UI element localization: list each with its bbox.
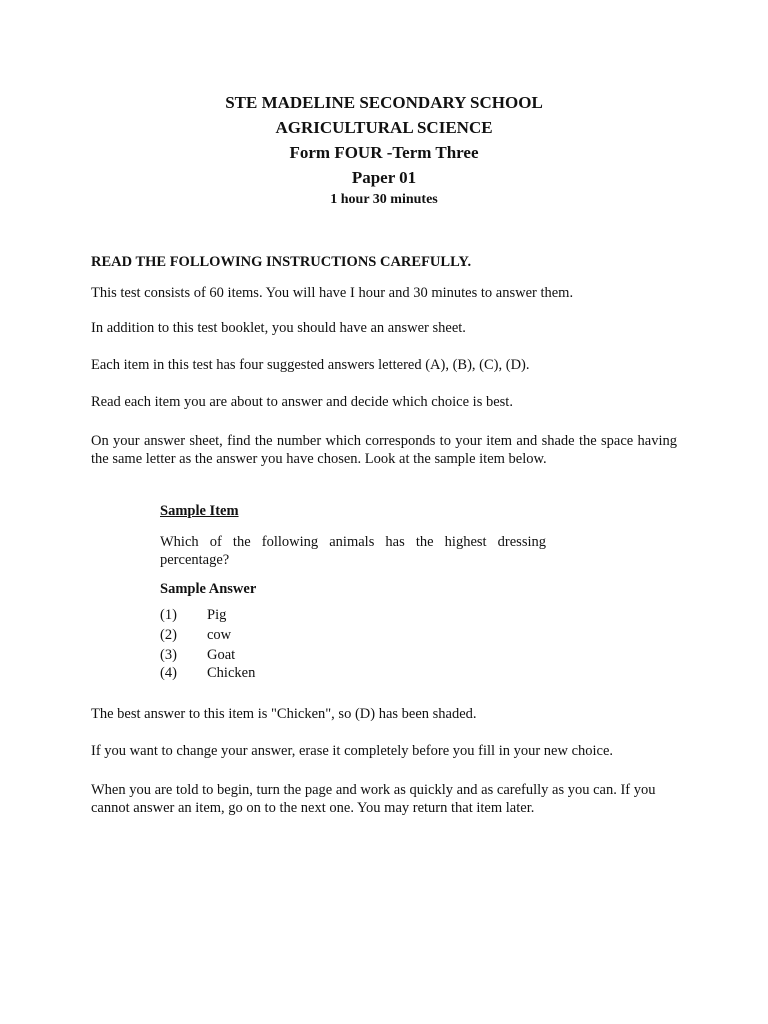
exam-duration: 1 hour 30 minutes <box>330 192 438 207</box>
option-number: (3) <box>160 647 177 663</box>
instruction-paragraph: On your answer sheet, find the number which corresponds to your item and shade the space having the same letter as the answer you have chosen. Look at the sample item below. <box>91 433 677 467</box>
instructions-heading: READ THE FOLLOWING INSTRUCTIONS CAREFULLY. <box>91 254 472 270</box>
sample-option <box>160 664 360 683</box>
school-name: STE MADELINE SECONDARY SCHOOL <box>225 93 543 112</box>
instruction-paragraph: This test consists of 60 items. You will have I hour and 30 minutes to answer them. <box>91 285 574 301</box>
instruction-paragraph: Read each item you are about to answer and decide which choice is best. <box>91 394 513 410</box>
option-text: Chicken <box>207 665 256 681</box>
option-number: (1) <box>160 607 177 623</box>
option-text: Goat <box>207 647 236 663</box>
subject-title: AGRICULTURAL SCIENCE <box>275 118 493 137</box>
sample-option <box>160 606 360 625</box>
sample-answer-heading: Sample Answer <box>160 581 257 597</box>
instruction-paragraph: Each item in this test has four suggested answers lettered (A), (B), (C), (D). <box>91 357 530 373</box>
form-term: Form FOUR -Term Three <box>289 143 479 162</box>
sample-option <box>160 626 360 645</box>
paper-number: Paper 01 <box>351 168 417 187</box>
instruction-paragraph: In addition to this test booklet, you should have an answer sheet. <box>91 320 466 336</box>
sample-option <box>160 646 360 665</box>
option-number: (2) <box>160 627 177 643</box>
closing-paragraph: When you are told to begin, turn the page and work as quickly and as carefully as you can. If you cannot answer an item, go on to the next one. You may return that item later. <box>91 782 656 816</box>
closing-paragraph: The best answer to this item is "Chicken", so (D) has been shaded. <box>91 706 477 722</box>
closing-paragraph: If you want to change your answer, erase it completely before you fill in your new choice. <box>91 743 614 759</box>
sample-question: Which of the following animals has the highest dressing percentage? <box>160 534 546 568</box>
option-text: cow <box>207 627 232 643</box>
option-text: Pig <box>207 607 227 623</box>
option-number: (4) <box>160 665 177 681</box>
sample-item-title: Sample Item <box>160 503 239 519</box>
